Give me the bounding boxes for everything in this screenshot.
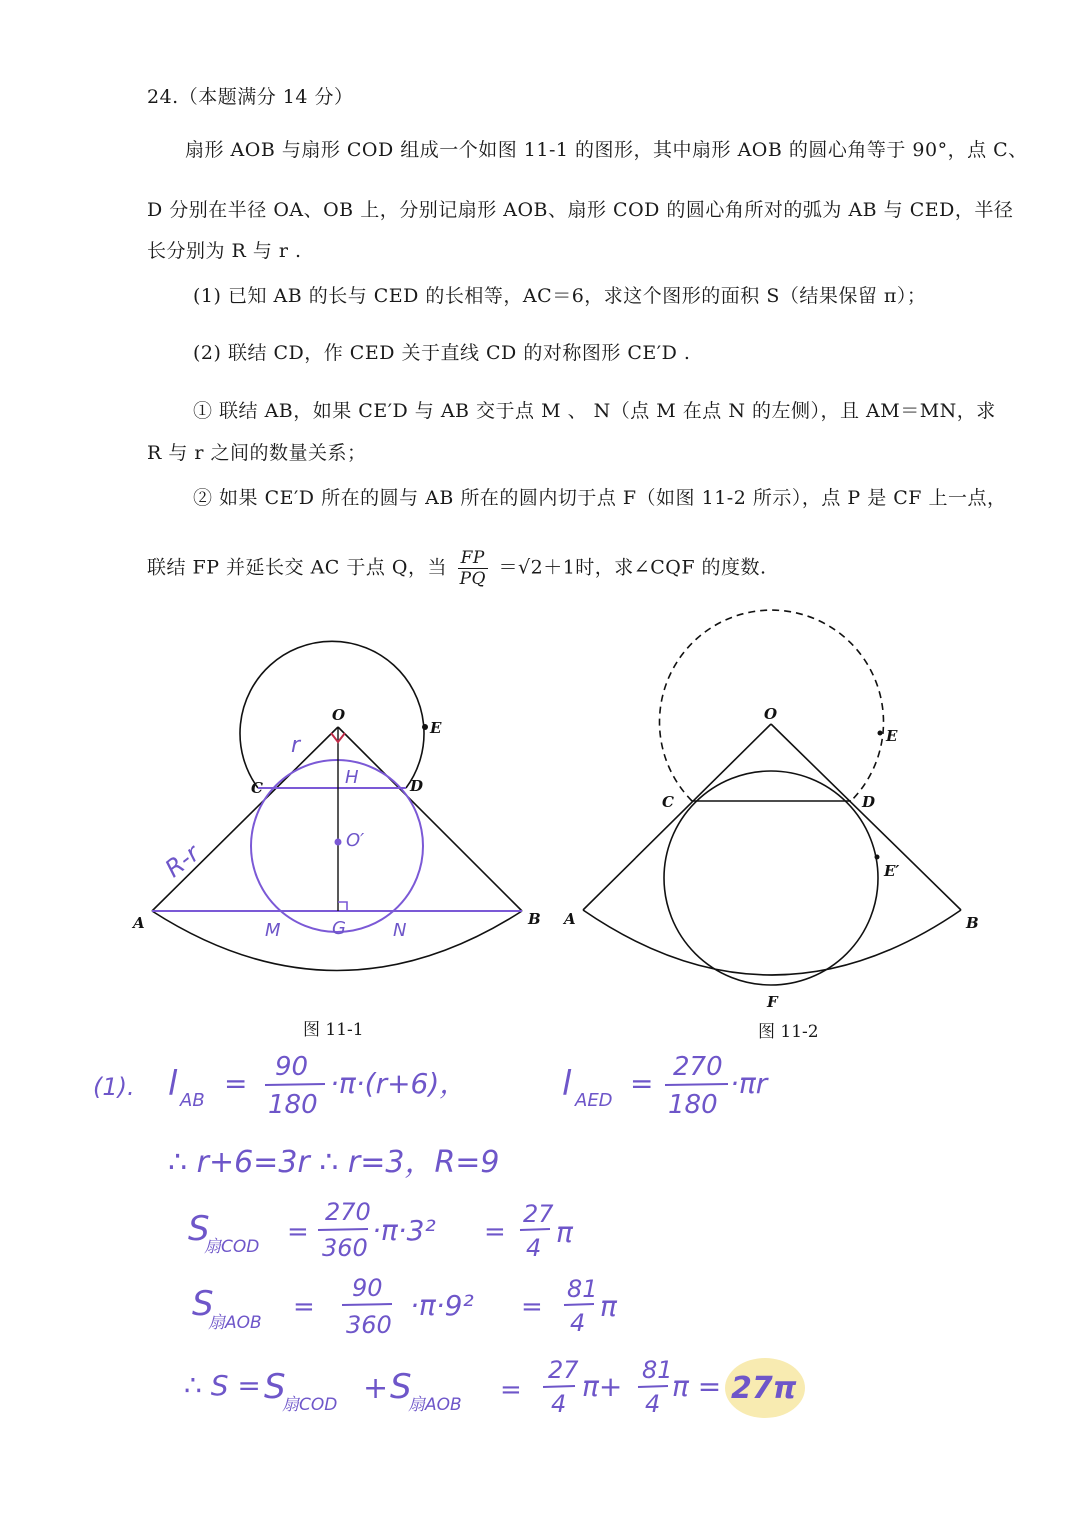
figure-11-1-caption: 图 11-1	[303, 1020, 364, 1040]
question-1: (1) 已知 AB 的长与 CED 的长相等，AC＝6，求这个图形的面积 S（结果保留 π）；	[193, 285, 927, 307]
label-e-2: E	[886, 727, 898, 745]
line1-eq2: =	[630, 1067, 654, 1100]
line3-eq2: =	[484, 1217, 506, 1247]
line5-f1-num: 27	[548, 1356, 579, 1384]
label-o-prime: O′	[346, 830, 365, 851]
line5-s2-sub: 扇AOB	[408, 1395, 462, 1415]
annotation-r-minus-r: R-r	[159, 839, 205, 883]
line3-s: S	[188, 1209, 210, 1249]
line1-num: 90	[275, 1052, 309, 1082]
problem-paragraph-1: 扇形 AOB 与扇形 COD 组成一个如图 11-1 的图形，其中扇形 AOB 的圆心角等于 90°，点 C、	[185, 139, 1028, 161]
label-e: E	[430, 719, 442, 737]
label-b: B	[528, 910, 541, 928]
line5-s1-sub: 扇COD	[282, 1395, 338, 1415]
line1-prefix: (1).	[93, 1073, 135, 1101]
problem-paragraph-3: 长分别为 R 与 r .	[147, 240, 302, 262]
line4-eq2: =	[521, 1292, 543, 1322]
label-d: D	[410, 777, 424, 795]
label-b-2: B	[966, 914, 979, 932]
label-g: G	[332, 918, 346, 939]
label-a: A	[133, 914, 145, 932]
line5-prefix: ∴ S =	[184, 1369, 261, 1402]
figure-11-2-caption: 图 11-2	[758, 1022, 819, 1042]
line3-sub: 扇COD	[204, 1237, 260, 1257]
line3-mid: ·π·3²	[372, 1214, 436, 1247]
line3-res-den: 4	[526, 1234, 542, 1262]
line5-mid: π+	[582, 1370, 623, 1403]
line5-plus: +	[363, 1371, 389, 1406]
line4-res-num: 81	[567, 1275, 598, 1303]
line1-l2-sub: AED	[575, 1090, 613, 1111]
solution-line-4	[192, 1274, 618, 1339]
line1-eq: =	[224, 1067, 248, 1100]
question-2b-pre: 联结 FP 并延长交 AC 于点 Q，当	[147, 556, 448, 579]
line3-den: 360	[322, 1234, 368, 1262]
label-o-2: O	[764, 705, 778, 723]
ratio-numerator: FP	[458, 548, 488, 569]
line1-l2: l	[562, 1064, 572, 1104]
line3-eq: =	[287, 1217, 309, 1247]
label-n: N	[393, 920, 407, 941]
question-2b-post: ＝√2＋1时，求∠CQF 的度数.	[498, 556, 767, 579]
line5-eq: =	[500, 1375, 522, 1405]
line5-f2-num: 81	[642, 1356, 673, 1384]
solution-line-5	[184, 1356, 797, 1418]
line4-eq: =	[293, 1292, 315, 1322]
line1-den2: 180	[668, 1090, 718, 1120]
line3-num: 270	[325, 1198, 371, 1226]
question-2: (2) 联结 CD，作 CED 关于直线 CD 的对称图形 CE′D .	[193, 342, 691, 364]
line1-rest: ·π·(r+6)，	[330, 1067, 468, 1100]
line4-den: 360	[346, 1311, 392, 1339]
solution-line-2: ∴ r+6=3r ∴ r=3，R=9	[168, 1145, 500, 1180]
label-a-2: A	[564, 910, 576, 928]
problem-paragraph-2: D 分别在半径 OA、OB 上，分别记扇形 AOB、扇形 COD 的圆心角所对的弧为 AB 与 CED，半径	[147, 199, 1014, 221]
line5-answer: 27π	[731, 1371, 797, 1406]
line5-f2-den: 4	[645, 1390, 661, 1418]
label-d-2: D	[862, 793, 876, 811]
line4-res-den: 4	[570, 1309, 586, 1337]
label-c: C	[251, 779, 263, 797]
problem-heading: 24.（本题满分 14 分）	[147, 86, 354, 108]
line5-f1-den: 4	[551, 1390, 567, 1418]
line5-s1: S	[264, 1367, 286, 1407]
line5-s2: S	[390, 1367, 412, 1407]
line4-res-tail: π	[600, 1290, 617, 1323]
line1-den: 180	[268, 1090, 318, 1120]
label-o: O	[332, 706, 346, 724]
ratio-denominator: PQ	[459, 569, 486, 589]
label-e-prime: E′	[884, 862, 900, 880]
line4-num: 90	[352, 1274, 383, 1302]
line3-res-num: 27	[523, 1200, 554, 1228]
solution-line-1	[93, 1052, 769, 1120]
line1-rest2: ·πr	[730, 1067, 768, 1100]
label-f: F	[767, 993, 778, 1011]
question-2a-line-1: ① 联结 AB，如果 CE′D 与 AB 交于点 M 、 N（点 M 在点 N 的左侧），且 AM＝MN，求	[193, 400, 996, 422]
line1-num2: 270	[673, 1052, 723, 1082]
line1-l-sub: AB	[180, 1090, 205, 1111]
annotation-r: r	[291, 733, 301, 758]
question-2a-line-2: R 与 r 之间的数量关系；	[147, 442, 367, 464]
line3-res-tail: π	[556, 1216, 573, 1249]
label-h: H	[345, 767, 359, 788]
line4-s: S	[192, 1284, 214, 1324]
line5-tail: π =	[672, 1370, 722, 1403]
line4-sub: 扇AOB	[208, 1313, 262, 1333]
line1-l: l	[168, 1064, 178, 1104]
label-m: M	[265, 920, 281, 941]
label-c-2: C	[662, 793, 674, 811]
question-2b-line-1: ② 如果 CE′D 所在的圆与 AB 所在的圆内切于点 F（如图 11-2 所示），点 P 是 CF 上一点，	[193, 487, 1007, 509]
solution-line-3	[188, 1198, 574, 1262]
line4-mid: ·π·9²	[410, 1289, 474, 1322]
